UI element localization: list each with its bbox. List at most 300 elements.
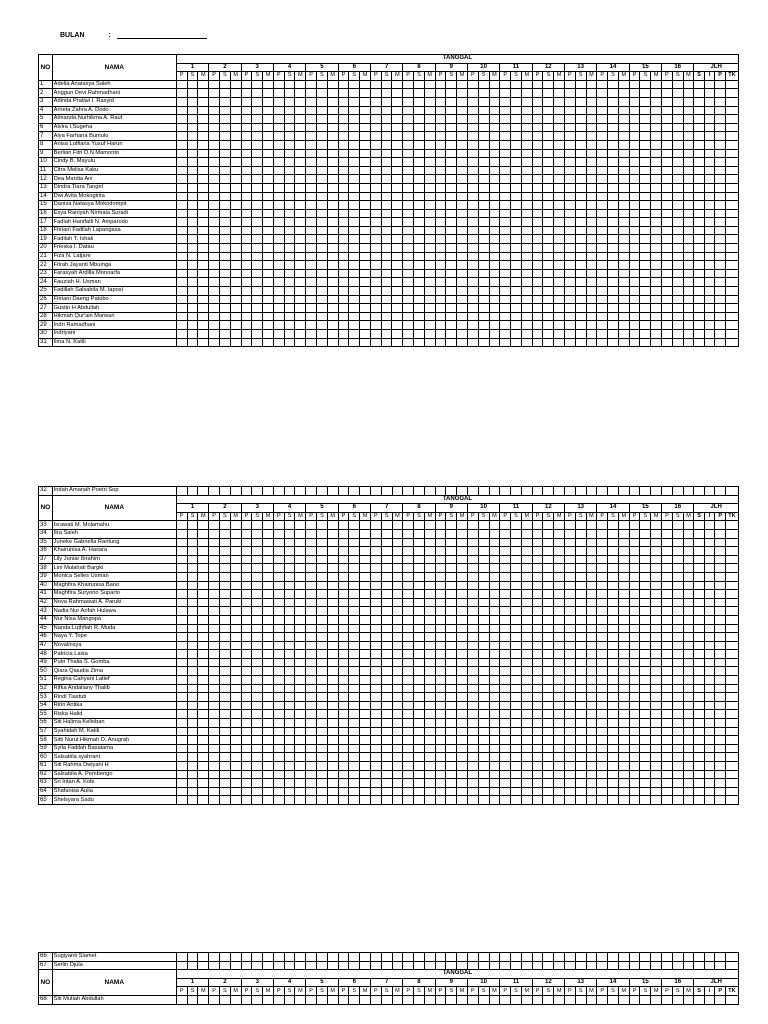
attendance-cell[interactable] <box>187 624 198 633</box>
attendance-cell[interactable] <box>672 338 683 347</box>
attendance-cell[interactable] <box>511 590 522 599</box>
attendance-cell[interactable] <box>338 658 349 667</box>
attendance-cell[interactable] <box>564 321 575 330</box>
attendance-cell[interactable] <box>306 547 317 556</box>
attendance-cell[interactable] <box>446 235 457 244</box>
attendance-cell[interactable] <box>715 487 726 496</box>
attendance-cell[interactable] <box>597 166 608 175</box>
attendance-cell[interactable] <box>511 676 522 685</box>
attendance-cell[interactable] <box>360 538 371 547</box>
attendance-cell[interactable] <box>651 581 662 590</box>
attendance-cell[interactable] <box>381 97 392 106</box>
attendance-cell[interactable] <box>241 710 252 719</box>
attendance-cell[interactable] <box>467 555 478 564</box>
attendance-cell[interactable] <box>317 555 328 564</box>
attendance-cell[interactable] <box>284 744 295 753</box>
attendance-cell[interactable] <box>252 572 263 581</box>
attendance-cell[interactable] <box>554 615 565 624</box>
attendance-cell[interactable] <box>565 953 576 962</box>
attendance-cell[interactable] <box>694 80 705 89</box>
attendance-cell[interactable] <box>317 770 328 779</box>
attendance-cell[interactable] <box>489 753 500 762</box>
attendance-cell[interactable] <box>511 727 522 736</box>
attendance-cell[interactable] <box>640 538 651 547</box>
attendance-cell[interactable] <box>187 244 198 253</box>
attendance-cell[interactable] <box>575 762 586 771</box>
attendance-cell[interactable] <box>489 321 500 330</box>
attendance-cell[interactable] <box>198 244 209 253</box>
attendance-cell[interactable] <box>327 175 338 184</box>
attendance-cell[interactable] <box>176 278 187 287</box>
attendance-cell[interactable] <box>198 304 209 313</box>
attendance-cell[interactable] <box>725 192 738 201</box>
attendance-cell[interactable] <box>295 693 306 702</box>
attendance-cell[interactable] <box>317 106 328 115</box>
attendance-cell[interactable] <box>176 166 187 175</box>
attendance-cell[interactable] <box>651 564 662 573</box>
attendance-cell[interactable] <box>640 633 651 642</box>
attendance-cell[interactable] <box>575 667 586 676</box>
attendance-cell[interactable] <box>327 140 338 149</box>
attendance-cell[interactable] <box>597 555 608 564</box>
attendance-cell[interactable] <box>403 572 414 581</box>
attendance-cell[interactable] <box>284 149 295 158</box>
attendance-cell[interactable] <box>219 80 230 89</box>
attendance-cell[interactable] <box>263 779 274 788</box>
attendance-cell[interactable] <box>295 684 306 693</box>
attendance-cell[interactable] <box>424 192 435 201</box>
attendance-cell[interactable] <box>457 667 468 676</box>
attendance-cell[interactable] <box>597 953 608 962</box>
attendance-cell[interactable] <box>360 226 371 235</box>
attendance-cell[interactable] <box>672 953 683 962</box>
attendance-cell[interactable] <box>467 701 478 710</box>
attendance-cell[interactable] <box>672 572 683 581</box>
attendance-cell[interactable] <box>295 123 306 132</box>
attendance-cell[interactable] <box>564 330 575 339</box>
attendance-cell[interactable] <box>360 650 371 659</box>
attendance-cell[interactable] <box>403 736 414 745</box>
attendance-cell[interactable] <box>187 701 198 710</box>
attendance-cell[interactable] <box>209 779 220 788</box>
attendance-cell[interactable] <box>575 590 586 599</box>
attendance-cell[interactable] <box>694 710 705 719</box>
attendance-cell[interactable] <box>640 149 651 158</box>
attendance-cell[interactable] <box>500 547 511 556</box>
attendance-cell[interactable] <box>489 115 500 124</box>
attendance-cell[interactable] <box>554 753 565 762</box>
attendance-cell[interactable] <box>230 762 241 771</box>
attendance-cell[interactable] <box>403 555 414 564</box>
attendance-cell[interactable] <box>597 521 608 530</box>
attendance-cell[interactable] <box>554 287 565 296</box>
attendance-cell[interactable] <box>306 641 317 650</box>
attendance-cell[interactable] <box>575 97 586 106</box>
attendance-cell[interactable] <box>683 779 694 788</box>
attendance-cell[interactable] <box>392 80 403 89</box>
attendance-cell[interactable] <box>317 658 328 667</box>
attendance-cell[interactable] <box>467 529 478 538</box>
attendance-cell[interactable] <box>349 753 360 762</box>
attendance-cell[interactable] <box>327 106 338 115</box>
attendance-cell[interactable] <box>349 209 360 218</box>
attendance-cell[interactable] <box>446 693 457 702</box>
attendance-cell[interactable] <box>424 598 435 607</box>
attendance-cell[interactable] <box>424 684 435 693</box>
attendance-cell[interactable] <box>219 295 230 304</box>
attendance-cell[interactable] <box>543 633 554 642</box>
attendance-cell[interactable] <box>263 598 274 607</box>
attendance-cell[interactable] <box>511 995 522 1004</box>
attendance-cell[interactable] <box>392 278 403 287</box>
attendance-cell[interactable] <box>349 676 360 685</box>
attendance-cell[interactable] <box>543 132 554 141</box>
attendance-cell[interactable] <box>241 149 252 158</box>
attendance-cell[interactable] <box>295 590 306 599</box>
attendance-cell[interactable] <box>381 252 392 261</box>
attendance-cell[interactable] <box>370 106 381 115</box>
attendance-cell[interactable] <box>176 80 187 89</box>
attendance-cell[interactable] <box>176 719 187 728</box>
attendance-cell[interactable] <box>532 961 543 970</box>
attendance-cell[interactable] <box>338 278 349 287</box>
attendance-cell[interactable] <box>694 304 705 313</box>
attendance-cell[interactable] <box>521 252 532 261</box>
attendance-cell[interactable] <box>694 106 705 115</box>
attendance-cell[interactable] <box>478 693 489 702</box>
attendance-cell[interactable] <box>187 287 198 296</box>
attendance-cell[interactable] <box>629 89 640 98</box>
attendance-cell[interactable] <box>424 676 435 685</box>
attendance-cell[interactable] <box>209 295 220 304</box>
attendance-cell[interactable] <box>392 953 403 962</box>
attendance-cell[interactable] <box>198 123 209 132</box>
attendance-cell[interactable] <box>273 710 284 719</box>
attendance-cell[interactable] <box>715 312 726 321</box>
attendance-cell[interactable] <box>349 269 360 278</box>
attendance-cell[interactable] <box>252 607 263 616</box>
attendance-cell[interactable] <box>241 487 252 496</box>
attendance-cell[interactable] <box>392 590 403 599</box>
attendance-cell[interactable] <box>176 261 187 270</box>
attendance-cell[interactable] <box>640 89 651 98</box>
attendance-cell[interactable] <box>629 607 640 616</box>
attendance-cell[interactable] <box>704 287 715 296</box>
attendance-cell[interactable] <box>252 209 263 218</box>
attendance-cell[interactable] <box>295 538 306 547</box>
attendance-cell[interactable] <box>725 304 738 313</box>
attendance-cell[interactable] <box>672 995 683 1004</box>
attendance-cell[interactable] <box>715 736 726 745</box>
attendance-cell[interactable] <box>521 658 532 667</box>
attendance-cell[interactable] <box>467 779 478 788</box>
attendance-cell[interactable] <box>187 521 198 530</box>
attendance-cell[interactable] <box>651 995 662 1004</box>
attendance-cell[interactable] <box>284 295 295 304</box>
attendance-cell[interactable] <box>198 261 209 270</box>
attendance-cell[interactable] <box>478 140 489 149</box>
attendance-cell[interactable] <box>187 719 198 728</box>
attendance-cell[interactable] <box>662 80 673 89</box>
attendance-cell[interactable] <box>565 770 576 779</box>
attendance-cell[interactable] <box>284 115 295 124</box>
attendance-cell[interactable] <box>575 538 586 547</box>
attendance-cell[interactable] <box>198 650 209 659</box>
attendance-cell[interactable] <box>327 183 338 192</box>
attendance-cell[interactable] <box>586 183 597 192</box>
attendance-cell[interactable] <box>414 693 425 702</box>
attendance-cell[interactable] <box>435 158 446 167</box>
attendance-cell[interactable] <box>403 244 414 253</box>
attendance-cell[interactable] <box>532 106 543 115</box>
attendance-cell[interactable] <box>263 175 274 184</box>
attendance-cell[interactable] <box>651 123 662 132</box>
attendance-cell[interactable] <box>327 779 338 788</box>
attendance-cell[interactable] <box>338 710 349 719</box>
attendance-cell[interactable] <box>521 787 532 796</box>
attendance-cell[interactable] <box>662 304 673 313</box>
attendance-cell[interactable] <box>651 183 662 192</box>
attendance-cell[interactable] <box>467 607 478 616</box>
attendance-cell[interactable] <box>403 770 414 779</box>
attendance-cell[interactable] <box>672 106 683 115</box>
attendance-cell[interactable] <box>360 995 371 1004</box>
attendance-cell[interactable] <box>306 555 317 564</box>
attendance-cell[interactable] <box>284 770 295 779</box>
attendance-cell[interactable] <box>414 641 425 650</box>
attendance-cell[interactable] <box>360 521 371 530</box>
attendance-cell[interactable] <box>317 547 328 556</box>
attendance-cell[interactable] <box>672 278 683 287</box>
attendance-cell[interactable] <box>263 269 274 278</box>
attendance-cell[interactable] <box>295 235 306 244</box>
attendance-cell[interactable] <box>500 252 511 261</box>
attendance-cell[interactable] <box>263 736 274 745</box>
attendance-cell[interactable] <box>273 787 284 796</box>
attendance-cell[interactable] <box>187 89 198 98</box>
attendance-cell[interactable] <box>715 175 726 184</box>
attendance-cell[interactable] <box>467 615 478 624</box>
attendance-cell[interactable] <box>672 235 683 244</box>
attendance-cell[interactable] <box>327 710 338 719</box>
attendance-cell[interactable] <box>209 753 220 762</box>
attendance-cell[interactable] <box>683 521 694 530</box>
attendance-cell[interactable] <box>403 676 414 685</box>
attendance-cell[interactable] <box>478 607 489 616</box>
attendance-cell[interactable] <box>370 192 381 201</box>
attendance-cell[interactable] <box>489 710 500 719</box>
attendance-cell[interactable] <box>554 175 565 184</box>
attendance-cell[interactable] <box>565 598 576 607</box>
attendance-cell[interactable] <box>317 304 328 313</box>
attendance-cell[interactable] <box>608 538 619 547</box>
attendance-cell[interactable] <box>327 244 338 253</box>
attendance-cell[interactable] <box>662 796 673 805</box>
attendance-cell[interactable] <box>532 727 543 736</box>
attendance-cell[interactable] <box>370 736 381 745</box>
attendance-cell[interactable] <box>424 278 435 287</box>
attendance-cell[interactable] <box>715 295 726 304</box>
attendance-cell[interactable] <box>532 667 543 676</box>
attendance-cell[interactable] <box>457 650 468 659</box>
attendance-cell[interactable] <box>694 658 705 667</box>
attendance-cell[interactable] <box>467 953 478 962</box>
attendance-cell[interactable] <box>381 304 392 313</box>
attendance-cell[interactable] <box>241 209 252 218</box>
attendance-cell[interactable] <box>586 710 597 719</box>
attendance-cell[interactable] <box>694 615 705 624</box>
attendance-cell[interactable] <box>176 995 187 1004</box>
attendance-cell[interactable] <box>521 123 532 132</box>
attendance-cell[interactable] <box>295 149 306 158</box>
attendance-cell[interactable] <box>273 521 284 530</box>
attendance-cell[interactable] <box>220 581 231 590</box>
attendance-cell[interactable] <box>338 132 349 141</box>
attendance-cell[interactable] <box>327 953 338 962</box>
attendance-cell[interactable] <box>220 744 231 753</box>
attendance-cell[interactable] <box>435 650 446 659</box>
attendance-cell[interactable] <box>489 218 500 227</box>
attendance-cell[interactable] <box>640 158 651 167</box>
attendance-cell[interactable] <box>662 487 673 496</box>
attendance-cell[interactable] <box>392 753 403 762</box>
attendance-cell[interactable] <box>467 744 478 753</box>
attendance-cell[interactable] <box>575 201 586 210</box>
attendance-cell[interactable] <box>554 149 565 158</box>
attendance-cell[interactable] <box>629 667 640 676</box>
attendance-cell[interactable] <box>360 633 371 642</box>
attendance-cell[interactable] <box>403 175 414 184</box>
attendance-cell[interactable] <box>478 727 489 736</box>
attendance-cell[interactable] <box>672 753 683 762</box>
attendance-cell[interactable] <box>403 961 414 970</box>
attendance-cell[interactable] <box>725 97 738 106</box>
attendance-cell[interactable] <box>360 244 371 253</box>
attendance-cell[interactable] <box>532 140 543 149</box>
attendance-cell[interactable] <box>273 529 284 538</box>
attendance-cell[interactable] <box>640 201 651 210</box>
attendance-cell[interactable] <box>704 753 715 762</box>
attendance-cell[interactable] <box>392 487 403 496</box>
attendance-cell[interactable] <box>273 564 284 573</box>
attendance-cell[interactable] <box>597 183 608 192</box>
attendance-cell[interactable] <box>327 252 338 261</box>
attendance-cell[interactable] <box>295 529 306 538</box>
attendance-cell[interactable] <box>435 80 446 89</box>
attendance-cell[interactable] <box>640 123 651 132</box>
attendance-cell[interactable] <box>381 762 392 771</box>
attendance-cell[interactable] <box>467 961 478 970</box>
attendance-cell[interactable] <box>662 201 673 210</box>
attendance-cell[interactable] <box>198 235 209 244</box>
attendance-cell[interactable] <box>360 97 371 106</box>
attendance-cell[interactable] <box>629 226 640 235</box>
attendance-cell[interactable] <box>317 218 328 227</box>
attendance-cell[interactable] <box>414 598 425 607</box>
attendance-cell[interactable] <box>370 140 381 149</box>
attendance-cell[interactable] <box>370 538 381 547</box>
attendance-cell[interactable] <box>715 633 726 642</box>
attendance-cell[interactable] <box>554 80 565 89</box>
attendance-cell[interactable] <box>629 736 640 745</box>
attendance-cell[interactable] <box>564 175 575 184</box>
attendance-cell[interactable] <box>198 572 209 581</box>
attendance-cell[interactable] <box>467 192 478 201</box>
attendance-cell[interactable] <box>252 727 263 736</box>
attendance-cell[interactable] <box>521 183 532 192</box>
attendance-cell[interactable] <box>241 295 252 304</box>
attendance-cell[interactable] <box>403 115 414 124</box>
attendance-cell[interactable] <box>263 287 274 296</box>
attendance-cell[interactable] <box>446 719 457 728</box>
attendance-cell[interactable] <box>414 106 425 115</box>
attendance-cell[interactable] <box>284 796 295 805</box>
attendance-cell[interactable] <box>489 633 500 642</box>
attendance-cell[interactable] <box>317 183 328 192</box>
attendance-cell[interactable] <box>725 995 738 1004</box>
attendance-cell[interactable] <box>241 330 252 339</box>
attendance-cell[interactable] <box>618 312 629 321</box>
attendance-cell[interactable] <box>252 590 263 599</box>
attendance-cell[interactable] <box>435 106 446 115</box>
attendance-cell[interactable] <box>532 615 543 624</box>
attendance-cell[interactable] <box>381 953 392 962</box>
attendance-cell[interactable] <box>381 192 392 201</box>
attendance-cell[interactable] <box>521 89 532 98</box>
attendance-cell[interactable] <box>489 572 500 581</box>
attendance-cell[interactable] <box>295 175 306 184</box>
attendance-cell[interactable] <box>198 158 209 167</box>
attendance-cell[interactable] <box>521 581 532 590</box>
attendance-cell[interactable] <box>500 641 511 650</box>
attendance-cell[interactable] <box>651 158 662 167</box>
attendance-cell[interactable] <box>338 564 349 573</box>
attendance-cell[interactable] <box>672 796 683 805</box>
attendance-cell[interactable] <box>198 538 209 547</box>
attendance-cell[interactable] <box>704 158 715 167</box>
attendance-cell[interactable] <box>241 132 252 141</box>
attendance-cell[interactable] <box>521 330 532 339</box>
attendance-cell[interactable] <box>403 633 414 642</box>
attendance-cell[interactable] <box>209 658 220 667</box>
attendance-cell[interactable] <box>521 676 532 685</box>
attendance-cell[interactable] <box>273 727 284 736</box>
attendance-cell[interactable] <box>489 684 500 693</box>
attendance-cell[interactable] <box>446 149 457 158</box>
attendance-cell[interactable] <box>640 753 651 762</box>
attendance-cell[interactable] <box>586 719 597 728</box>
attendance-cell[interactable] <box>500 261 511 270</box>
attendance-cell[interactable] <box>575 166 586 175</box>
attendance-cell[interactable] <box>273 633 284 642</box>
attendance-cell[interactable] <box>209 140 220 149</box>
attendance-cell[interactable] <box>392 650 403 659</box>
attendance-cell[interactable] <box>629 744 640 753</box>
attendance-cell[interactable] <box>694 218 705 227</box>
attendance-cell[interactable] <box>435 555 446 564</box>
attendance-cell[interactable] <box>564 235 575 244</box>
attendance-cell[interactable] <box>694 779 705 788</box>
attendance-cell[interactable] <box>629 209 640 218</box>
attendance-cell[interactable] <box>230 624 241 633</box>
attendance-cell[interactable] <box>219 252 230 261</box>
attendance-cell[interactable] <box>597 762 608 771</box>
attendance-cell[interactable] <box>209 770 220 779</box>
attendance-cell[interactable] <box>241 779 252 788</box>
attendance-cell[interactable] <box>586 667 597 676</box>
attendance-cell[interactable] <box>241 607 252 616</box>
attendance-cell[interactable] <box>651 710 662 719</box>
